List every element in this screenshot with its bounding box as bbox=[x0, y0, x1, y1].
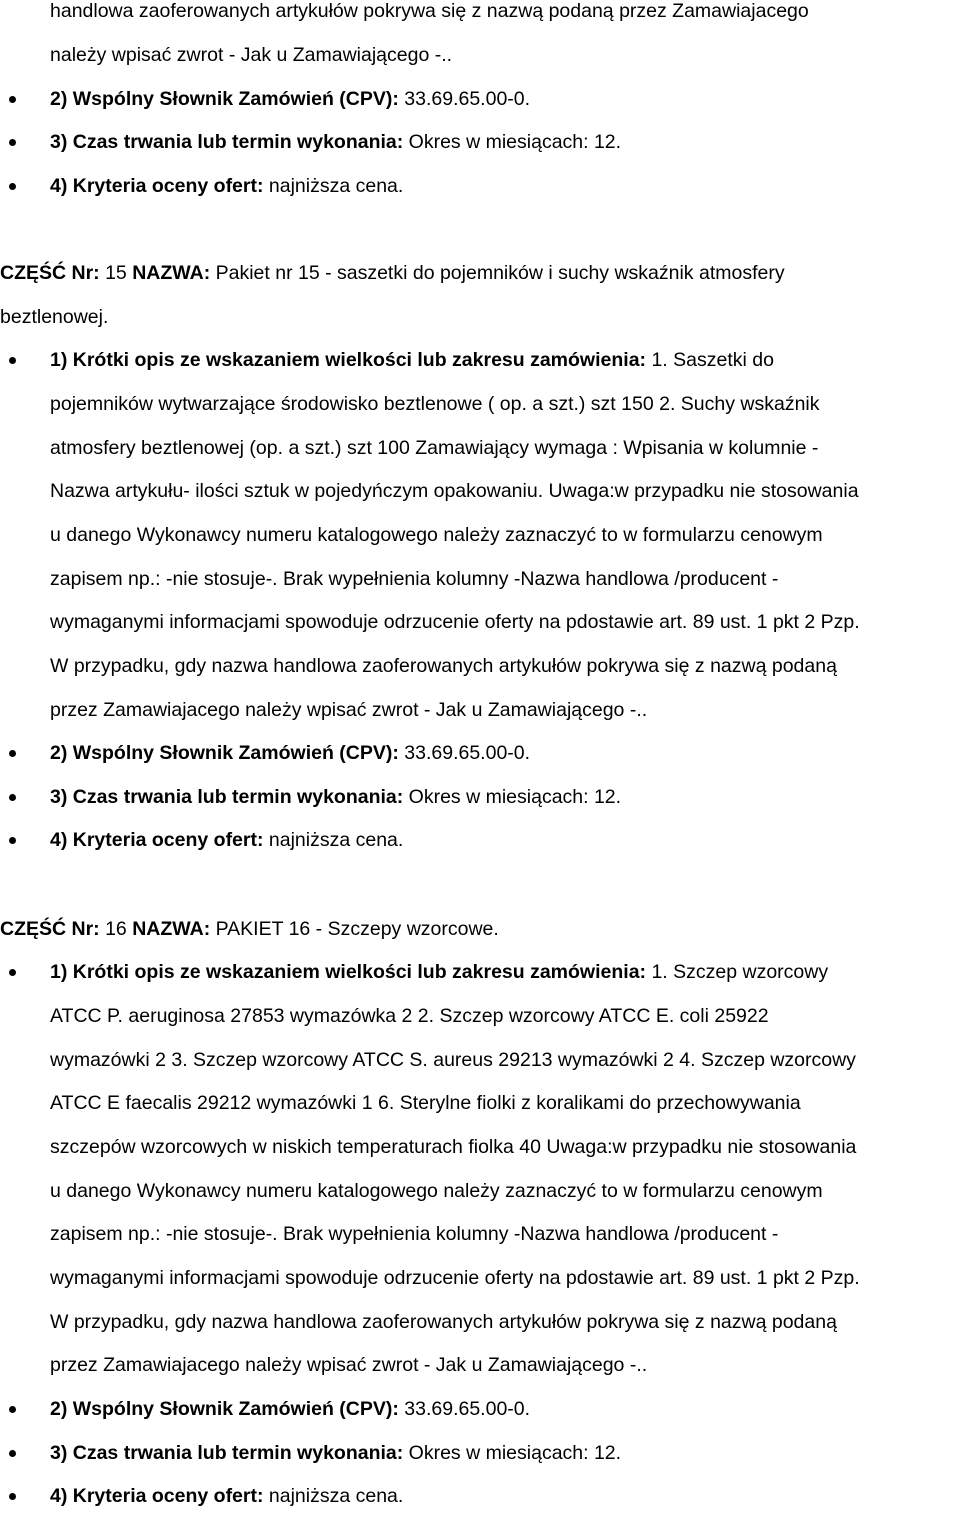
bullet-icon bbox=[9, 1493, 16, 1500]
cpv-line: 2) Wspólny Słownik Zamówień (CPV): 33.69.65.00-0. bbox=[50, 742, 531, 764]
desc-line: pojemników wytwarzające środowisko beztlenowe ( op. a szt.) szt 150 2. Suchy wskaźnik bbox=[50, 393, 820, 415]
desc-line: W przypadku, gdy nazwa handlowa zaoferowanych artykułów pokrywa się z nazwą podaną bbox=[50, 655, 837, 677]
bullet-icon bbox=[9, 969, 16, 976]
desc-line: Nazwa artykułu- ilości sztuk w pojedyńczym opakowaniu. Uwaga:w przypadku nie stosowania bbox=[50, 480, 859, 502]
time-line: 3) Czas trwania lub termin wykonania: Okres w miesiącach: 12. bbox=[50, 131, 622, 153]
bullet-icon bbox=[9, 96, 16, 103]
desc-line: W przypadku, gdy nazwa handlowa zaoferowanych artykułów pokrywa się z nazwą podaną bbox=[50, 1311, 837, 1333]
bullet-icon bbox=[9, 837, 16, 844]
criteria-line: 4) Kryteria oceny ofert: najniższa cena. bbox=[50, 175, 404, 197]
bullet-icon bbox=[9, 1406, 16, 1413]
bullet-icon bbox=[9, 357, 16, 364]
desc-line: 1) Krótki opis ze wskazaniem wielkości lub zakresu zamówienia: 1. Saszetki do bbox=[50, 349, 774, 371]
time-line: 3) Czas trwania lub termin wykonania: Okres w miesiącach: 12. bbox=[50, 1442, 622, 1464]
text-line: należy wpisać zwrot - Jak u Zamawiającego -.. bbox=[50, 44, 453, 66]
bullet-icon bbox=[9, 750, 16, 757]
desc-line: wymaganymi informacjami spowoduje odrzucenie oferty na pdostawie art. 89 ust. 1 pkt 2 Pzp. bbox=[50, 611, 860, 633]
time-line: 3) Czas trwania lub termin wykonania: Okres w miesiącach: 12. bbox=[50, 786, 622, 808]
cpv-line: 2) Wspólny Słownik Zamówień (CPV): 33.69.65.00-0. bbox=[50, 88, 531, 110]
desc-line: szczepów wzorcowych w niskich temperaturach fiolka 40 Uwaga:w przypadku nie stosowania bbox=[50, 1136, 857, 1158]
desc-line: atmosfery beztlenowej (op. a szt.) szt 100 Zamawiający wymaga : Wpisania w kolumnie - bbox=[50, 437, 819, 459]
desc-line: 1) Krótki opis ze wskazaniem wielkości lub zakresu zamówienia: 1. Szczep wzorcowy bbox=[50, 961, 829, 983]
criteria-line: 4) Kryteria oceny ofert: najniższa cena. bbox=[50, 1485, 404, 1507]
desc-line: u danego Wykonawcy numeru katalogowego należy zaznaczyć to w formularzu cenowym bbox=[50, 1180, 823, 1202]
desc-line: u danego Wykonawcy numeru katalogowego należy zaznaczyć to w formularzu cenowym bbox=[50, 524, 823, 546]
cpv-line: 2) Wspólny Słownik Zamówień (CPV): 33.69.65.00-0. bbox=[50, 1398, 531, 1420]
section-heading-16: CZĘŚĆ Nr: 16 NAZWA: PAKIET 16 - Szczepy wzorcowe. bbox=[0, 918, 499, 940]
desc-line: wymazówki 2 3. Szczep wzorcowy ATCC S. aureus 29213 wymazówki 2 4. Szczep wzorcowy bbox=[50, 1049, 856, 1071]
desc-line: przez Zamawiajacego należy wpisać zwrot - Jak u Zamawiającego -.. bbox=[50, 1354, 648, 1376]
desc-line: wymaganymi informacjami spowoduje odrzucenie oferty na pdostawie art. 89 ust. 1 pkt 2 Pzp. bbox=[50, 1267, 860, 1289]
desc-line: zapisem np.: -nie stosuje-. Brak wypełnienia kolumny -Nazwa handlowa /producent - bbox=[50, 568, 779, 590]
desc-line: ATCC E faecalis 29212 wymazówki 1 6. Sterylne fiolki z koralikami do przechowywania bbox=[50, 1092, 801, 1114]
section-heading-cont: beztlenowej. bbox=[0, 306, 109, 328]
bullet-icon bbox=[9, 794, 16, 801]
desc-line: przez Zamawiajacego należy wpisać zwrot - Jak u Zamawiającego -.. bbox=[50, 699, 648, 721]
bullet-icon bbox=[9, 1450, 16, 1457]
criteria-line: 4) Kryteria oceny ofert: najniższa cena. bbox=[50, 829, 404, 851]
desc-line: ATCC P. aeruginosa 27853 wymazówka 2 2. Szczep wzorcowy ATCC E. coli 25922 bbox=[50, 1005, 769, 1027]
bullet-icon bbox=[9, 139, 16, 146]
bullet-icon bbox=[9, 183, 16, 190]
section-heading-15: CZĘŚĆ Nr: 15 NAZWA: Pakiet nr 15 - saszetki do pojemników i suchy wskaźnik atmosfery bbox=[0, 262, 785, 284]
desc-line: zapisem np.: -nie stosuje-. Brak wypełnienia kolumny -Nazwa handlowa /producent - bbox=[50, 1223, 779, 1245]
text-line: handlowa zaoferowanych artykułów pokrywa się z nazwą podaną przez Zamawiajacego bbox=[50, 0, 809, 22]
